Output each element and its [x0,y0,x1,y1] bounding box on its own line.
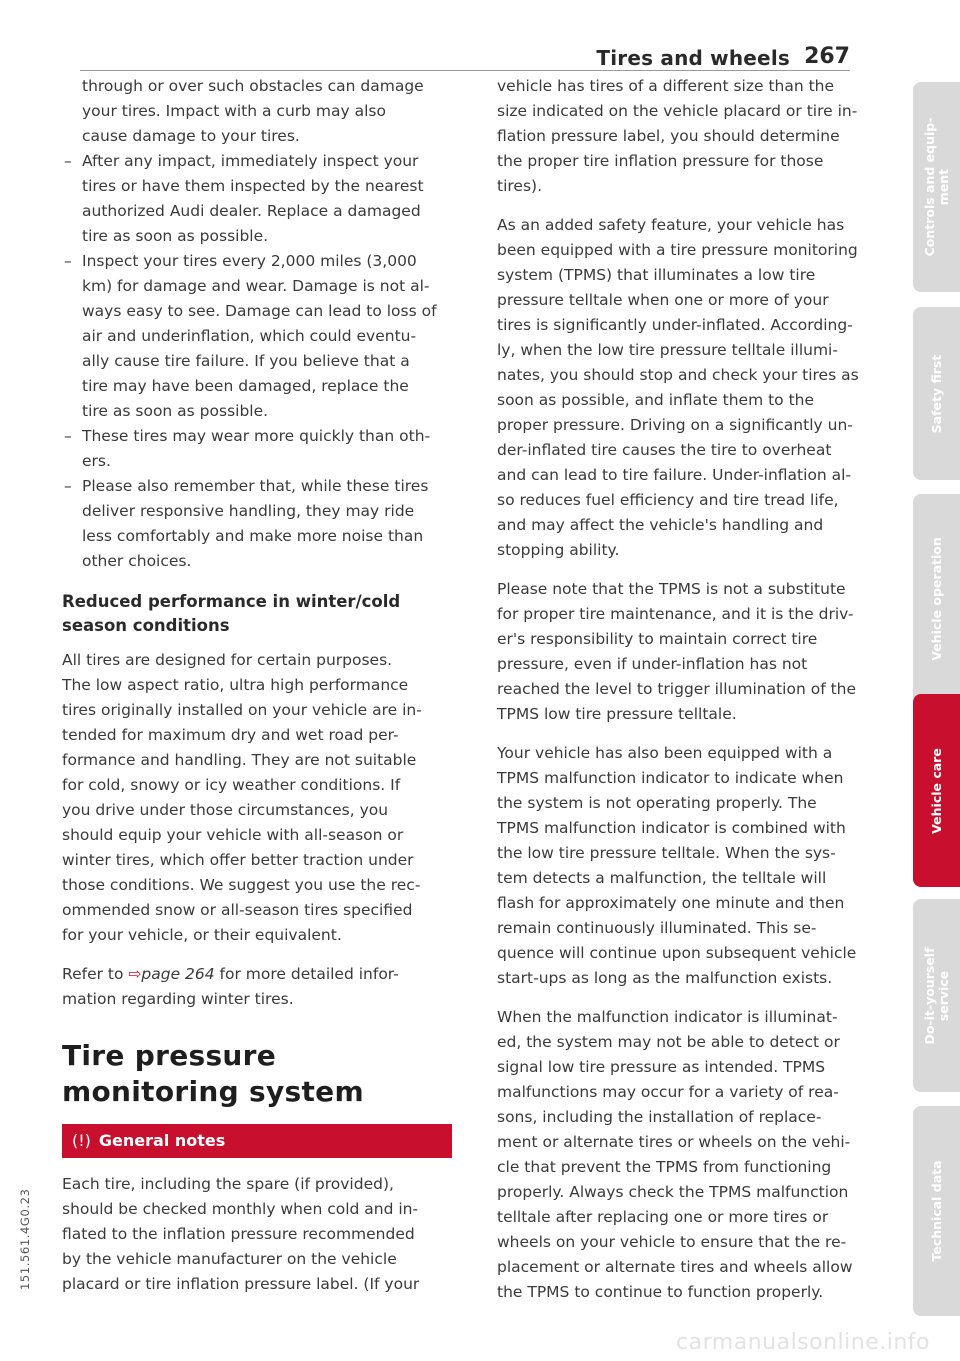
text-line: cle that prevent the TPMS from functioning [497,1158,832,1176]
section-heading [62,1038,452,1110]
section-title: Tires and wheels [596,46,790,70]
text-line: pressure telltale when one or more of your [497,291,829,309]
text-line: should be checked monthly when cold and in- [62,1200,419,1218]
text-line: less comfortably and make more noise than [82,527,424,545]
text-line: your tires. Impact with a curb may also [82,102,386,120]
ref-prefix: Refer to [62,965,129,983]
paragraph [497,577,877,727]
text-line: – Please also remember that, while these tires [82,477,429,495]
text-line: der-inflated tire causes the tire to overheat [497,441,832,459]
arrow-right-icon: ⇨ [128,965,142,983]
text-line: authorized Audi dealer. Replace a damaged [82,202,421,220]
watermark: carmanualsonline.info [676,1330,930,1355]
text-line: and can lead to tire failure. Under-inflation al- [497,466,852,484]
text-line: – Inspect your tires every 2,000 miles (3,000 [82,252,417,270]
text-line: tires). [497,177,543,195]
text-line [62,962,452,987]
text-line: tire as soon as possible. [82,227,269,245]
ref-suffix: for more detailed infor- [214,965,399,983]
text-line: placement or alternate tires and wheels allow [497,1258,853,1276]
text-line: tem detects a malfunction, the telltale will [497,869,827,887]
subheading-winter [62,590,452,638]
text-line: sons, including the installation of replace- [497,1108,822,1126]
tab-controls-and-equipment[interactable] [913,82,960,292]
text-line: the low tire pressure telltale. When the sys- [497,844,836,862]
text-line: er's responsibility to maintain correct tire [497,630,818,648]
text-line: deliver responsive handling, they may ride [82,502,415,520]
text-line: ment or alternate tires or wheels on the vehi- [497,1133,851,1151]
text-line: telltale after replacing one or more tires or [497,1208,829,1226]
paragraph [497,1005,877,1305]
left-column [62,74,452,1311]
text-line: for your vehicle, or their equivalent. [62,926,342,944]
tab-vehicle-care[interactable] [913,694,960,887]
bullet-item [62,474,452,574]
tab-label: Do-it-yourself service [921,946,951,1045]
text-line: – These tires may wear more quickly than oth- [82,427,431,445]
text-line: the system is not operating properly. The [497,794,817,812]
text-line: ommended snow or all-season tires specified [62,901,413,919]
page-number: 267 [804,44,850,69]
text-line: winter tires, which offer better traction under [62,851,414,869]
text-line: wheels on your vehicle to ensure that the re- [497,1233,847,1251]
text-line: system (TPMS) that illuminates a low tire [497,266,816,284]
text-line: TPMS malfunction indicator to indicate when [497,769,844,787]
text-line: Tire pressure [62,1039,277,1072]
bullet-item [62,149,452,249]
bullet-list [62,149,452,574]
text-line: When the malfunction indicator is illuminat- [497,1008,838,1026]
text-line: km) for damage and wear. Damage is not al- [82,277,430,295]
tab-technical-data[interactable] [913,1106,960,1316]
text-line: monitoring system [62,1075,364,1108]
text-line: through or over such obstacles can damage [82,77,424,95]
intro-continuation [62,74,452,149]
text-line: cause damage to your tires. [82,127,300,145]
paragraph [62,1172,452,1297]
text-line: Each tire, including the spare (if provided), [62,1175,394,1193]
bullet-item [62,424,452,474]
paragraph [62,648,452,948]
text-line: Your vehicle has also been equipped with a [497,744,833,762]
text-line: reached the level to trigger illumination of the [497,680,857,698]
text-line: Reduced performance in winter/cold [62,592,401,611]
text-line: tires originally installed on your vehicle are in- [62,701,422,719]
text-line: TPMS malfunction indicator is combined with [497,819,846,837]
tab-safety-first[interactable] [913,307,960,480]
tab-label: Safety first [928,354,944,433]
text-line: The low aspect ratio, ultra high performance [62,676,409,694]
text-line: flated to the inflation pressure recommended [62,1225,415,1243]
text-line: start-ups as long as the malfunction exists. [497,969,833,987]
text-line: nates, you should stop and check your tires as [497,366,859,384]
right-column [497,74,877,1319]
bar-label: General notes [98,1131,226,1150]
text-line: ly, when the low tire pressure telltale illumi- [497,341,838,359]
text-line: placard or tire inflation pressure label. (If your [62,1275,420,1293]
text-line: for proper tire maintenance, and it is the driv- [497,605,854,623]
text-line: so reduces fuel efficiency and tire tread life, [497,491,839,509]
text-line: ed, the system may not be able to detect or [497,1033,840,1051]
text-line: those conditions. We suggest you use the rec- [62,876,421,894]
text-line: signal low tire pressure as intended. TPMS [497,1058,826,1076]
text-line: malfunctions may occur for a variety of rea- [497,1083,839,1101]
general-notes-bar [62,1124,452,1158]
text-line: tire may have been damaged, replace the [82,377,409,395]
text-line: ally cause tire failure. If you believe that a [82,352,410,370]
text-line: ways easy to see. Damage can lead to loss of [82,302,437,320]
document-code: 151.561.4G0.23 [18,1188,32,1290]
text-line: TPMS low tire pressure telltale. [497,705,737,723]
tab-label: Controls and equip- ment [921,117,951,257]
paragraph [497,213,877,563]
text-line: mation regarding winter tires. [62,990,294,1008]
page-reference [62,962,452,1012]
text-line: stopping ability. [497,541,620,559]
text-line: the TPMS to continue to function properly. [497,1283,824,1301]
tab-vehicle-operation[interactable] [913,494,960,704]
text-line: tires is significantly under-inflated. According- [497,316,853,334]
text-line: properly. Always check the TPMS malfunction [497,1183,849,1201]
text-line: you drive under those circumstances, you [62,801,389,819]
bullet-item [62,249,452,424]
tab-label: Technical data [928,1160,944,1262]
text-line: tires or have them inspected by the nearest [82,177,424,195]
text-line: air and underinflation, which could eventu- [82,327,417,345]
text-line: for cold, snowy or icy weather conditions. If [62,776,401,794]
text-line: Please note that the TPMS is not a substitute [497,580,846,598]
text-line: and may affect the vehicle's handling and [497,516,824,534]
text-line: should equip your vehicle with all-season or [62,826,404,844]
text-line: been equipped with a tire pressure monitoring [497,241,858,259]
tab-do-it-yourself-service[interactable] [913,899,960,1092]
paragraph [497,741,877,991]
text-line: other choices. [82,552,192,570]
text-line: season conditions [62,616,230,635]
text-line: tended for maximum dry and wet road per- [62,726,399,744]
text-line: – After any impact, immediately inspect your [82,152,419,170]
text-line: All tires are designed for certain purposes. [62,651,393,669]
text-line: size indicated on the vehicle placard or tire in- [497,102,858,120]
text-line: the proper tire inflation pressure for those [497,152,824,170]
text-line: As an added safety feature, your vehicle has [497,216,845,234]
text-line: formance and handling. They are not suitable [62,751,417,769]
paragraph [497,74,877,199]
text-line: vehicle has tires of a different size than the [497,77,835,95]
text-line: proper pressure. Driving on a significantly un- [497,416,853,434]
text-line: flash for approximately one minute and then [497,894,845,912]
text-line: tire as soon as possible. [82,402,269,420]
text-line: flation pressure label, you should determine [497,127,840,145]
text-line: quence will continue upon subsequent vehicle [497,944,857,962]
tab-label: Vehicle operation [928,537,944,661]
text-line: by the vehicle manufacturer on the vehicle [62,1250,397,1268]
text-line: pressure, even if under-inflation has not [497,655,808,673]
text-line: soon as possible, and inflate them to the [497,391,815,409]
text-line: remain continuously illuminated. This se- [497,919,817,937]
info-circle-icon: (!) [72,1131,91,1150]
page-link[interactable]: page 264 [141,965,215,983]
text-line: ers. [82,452,111,470]
page-header [80,0,850,71]
tab-label: Vehicle care [928,747,944,834]
